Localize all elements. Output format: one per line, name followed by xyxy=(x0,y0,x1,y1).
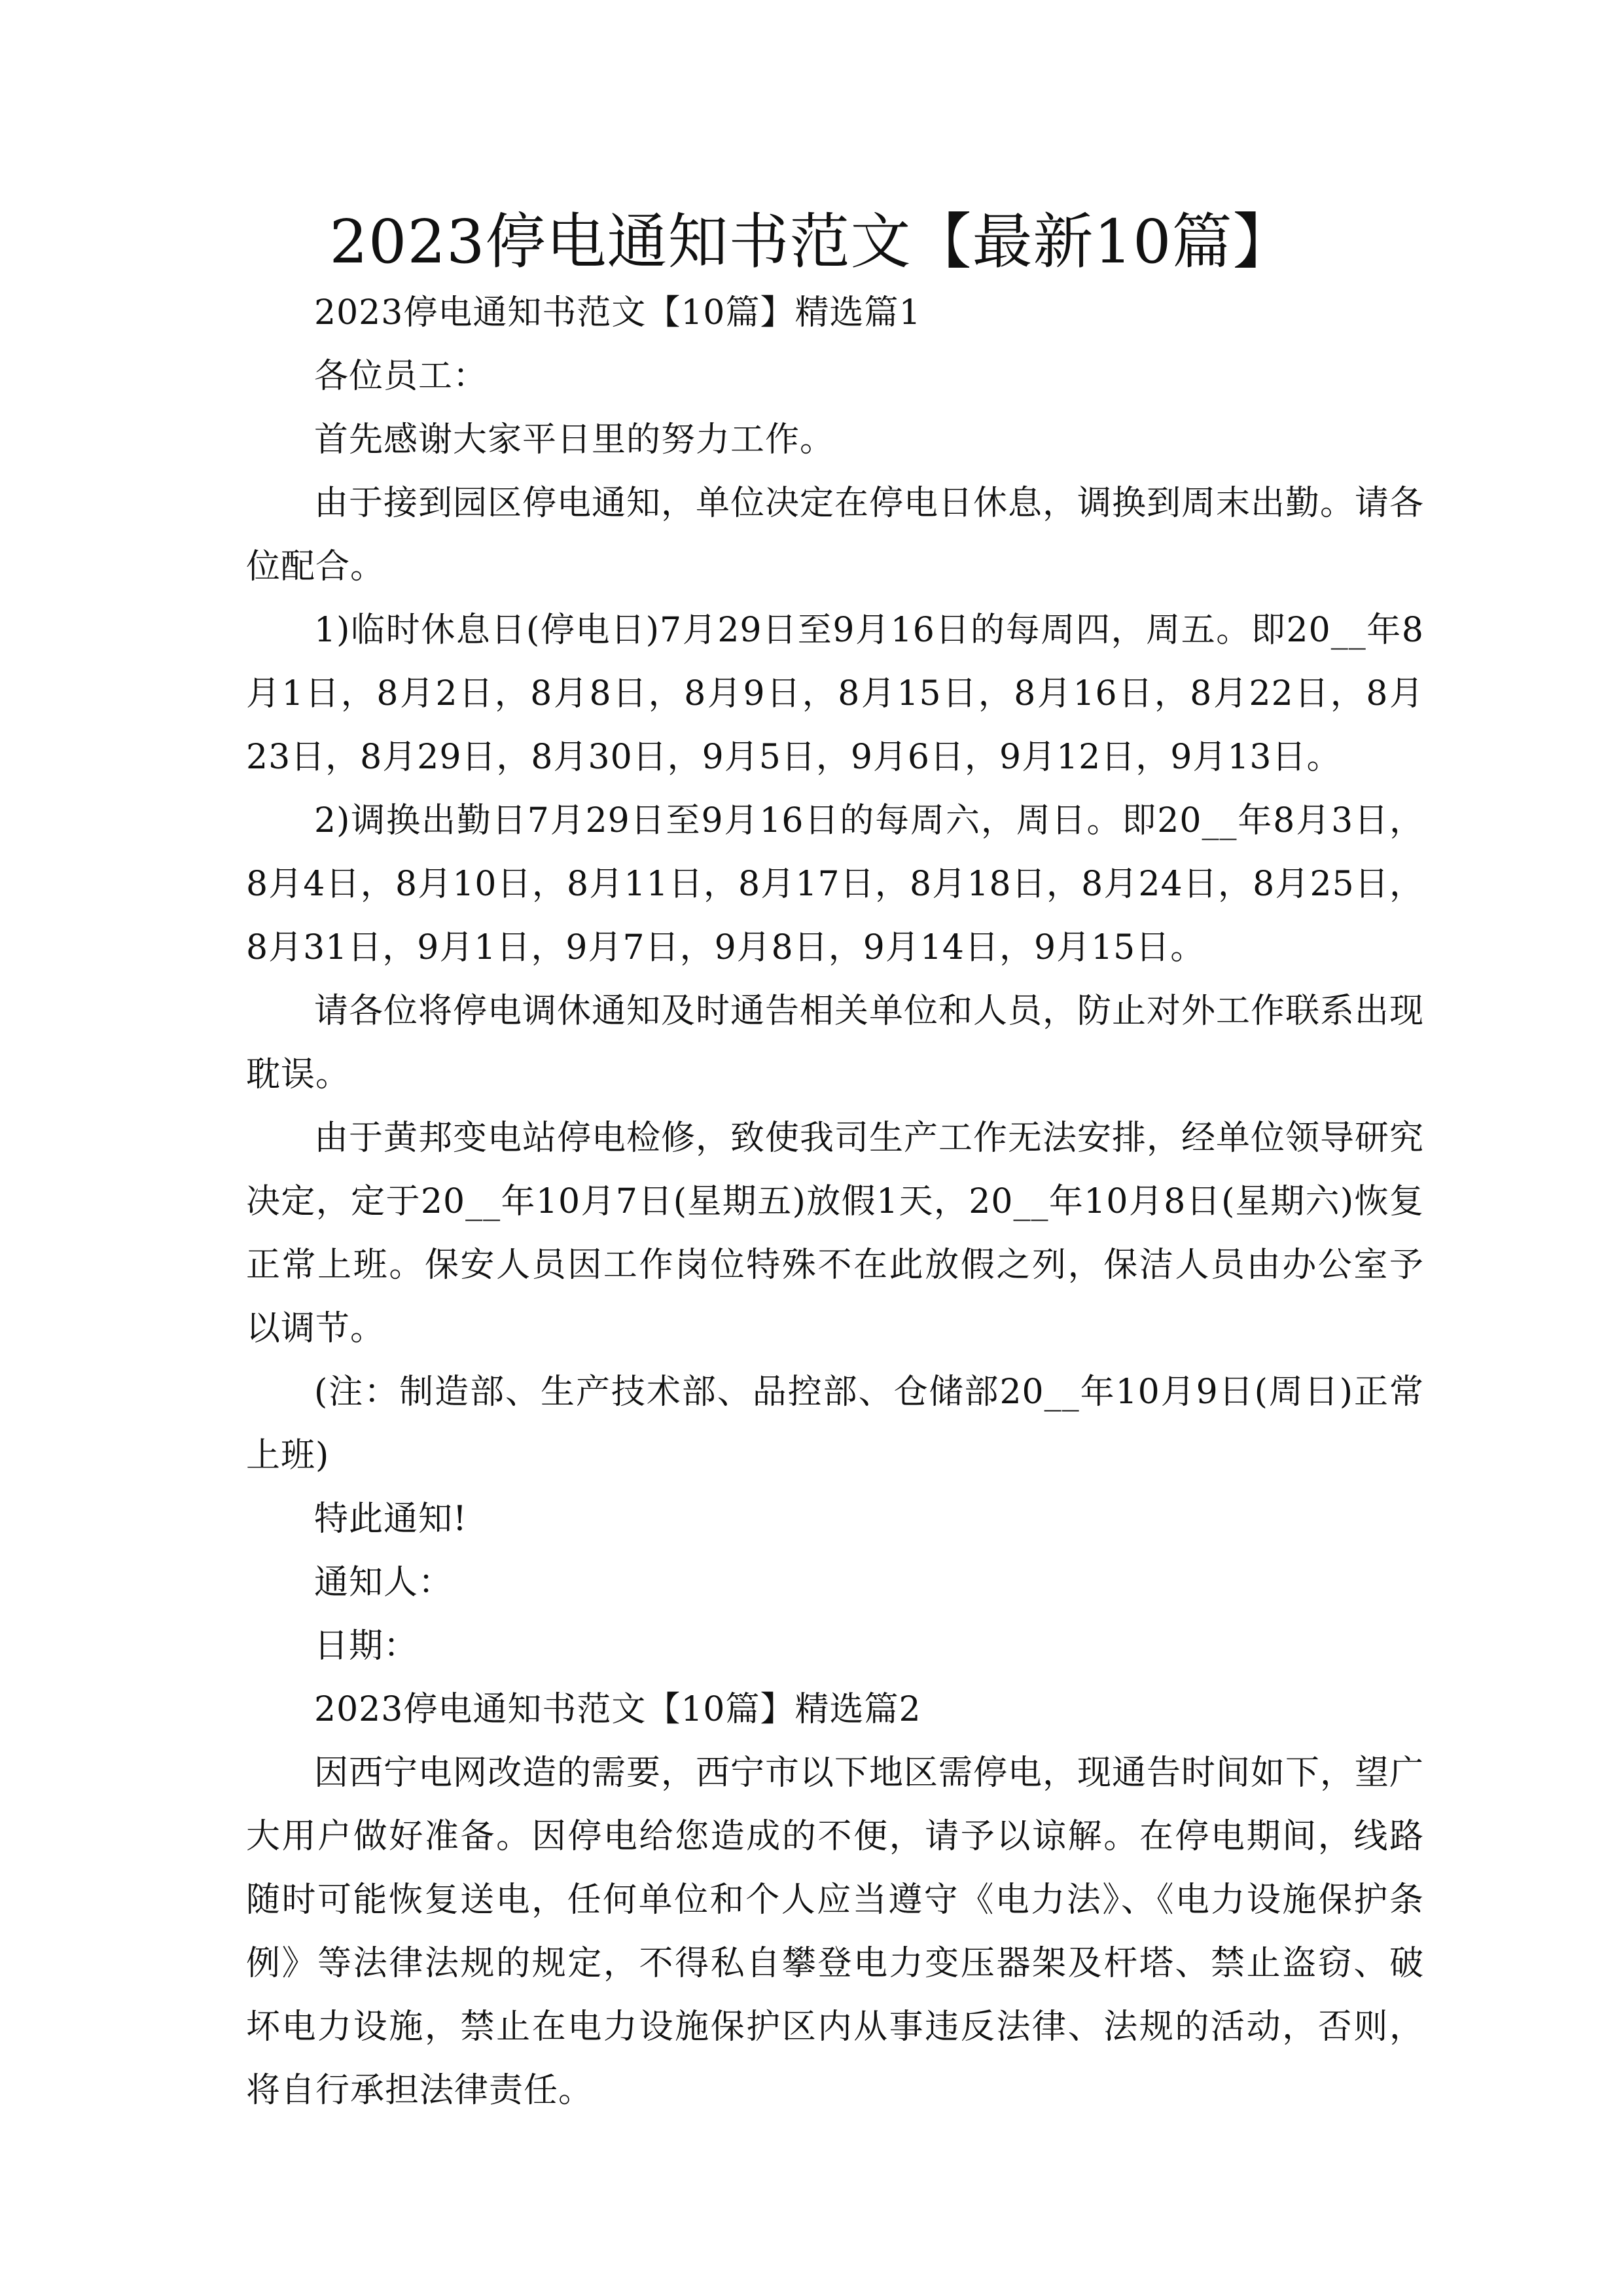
document-title: 2023停电通知书范文【最新10篇】 xyxy=(329,207,1294,277)
paragraph-substation: 由于黄邦变电站停电检修，致使我司生产工作无法安排，经单位领导研究决定，定于20__年10月7日(星期五)放假1天，20__年10月8日(星期六)恢复正常上班。保安人员因工作岗位特殊不在此放假之列，保洁人员由办公室予以调节。 xyxy=(246,1119,1425,1348)
document-body xyxy=(246,281,1424,2123)
salutation: 各位员工： xyxy=(314,357,488,396)
section-heading-1: 2023停电通知书范文【10篇】精选篇1 xyxy=(314,293,921,332)
paragraph-rest-days: 1)临时休息日(停电日)7月29日至9月16日的每周四，周五。即20__年8月1日，8月2日，8月8日，8月9日，8月15日，8月16日，8月22日，8月23日，8月29日，8月30日，9月5日，9月6日，9月12日，9月13日。 xyxy=(246,611,1424,777)
paragraph-thanks: 首先感谢大家平日里的努力工作。 xyxy=(314,420,835,459)
paragraph-xining: 因西宁电网改造的需要，西宁市以下地区需停电，现通告时间如下，望广大用户做好准备。因停电给您造成的不便，请予以谅解。在停电期间，线路随时可能恢复送电，任何单位和个人应当遵守《电力法》、《电力设施保护条例》等法律法规的规定，不得私自攀登电力变压器架及杆塔、禁止盗窃、破坏电力设施，禁止在电力设施保护区内从事违反法律、法规的活动，否则，将自行承担法律责任。 xyxy=(246,1753,1425,2110)
date-line: 日期： xyxy=(314,1626,419,1666)
notifier-line: 通知人： xyxy=(314,1563,454,1602)
paragraph-note: (注：制造部、生产技术部、品控部、仓储部20__年10月9日(周日)正常上班) xyxy=(246,1372,1424,1475)
paragraph-work-days: 2)调换出勤日7月29日至9月16日的每周六，周日。即20__年8月3日，8月4日，8月10日，8月11日，8月17日，8月18日，8月24日，8月25日，8月31日，9月1日，9月7日，9月8日，9月14日，9月15日。 xyxy=(246,801,1424,967)
section-heading-2: 2023停电通知书范文【10篇】精选篇2 xyxy=(314,1690,921,1729)
paragraph-notify-units: 请各位将停电调休通知及时通告相关单位和人员，防止对外工作联系出现耽误。 xyxy=(246,992,1425,1094)
closing-notice: 特此通知! xyxy=(314,1499,467,1539)
paragraph-intro: 由于接到园区停电通知，单位决定在停电日休息，调换到周末出勤。请各位配合。 xyxy=(246,484,1425,586)
